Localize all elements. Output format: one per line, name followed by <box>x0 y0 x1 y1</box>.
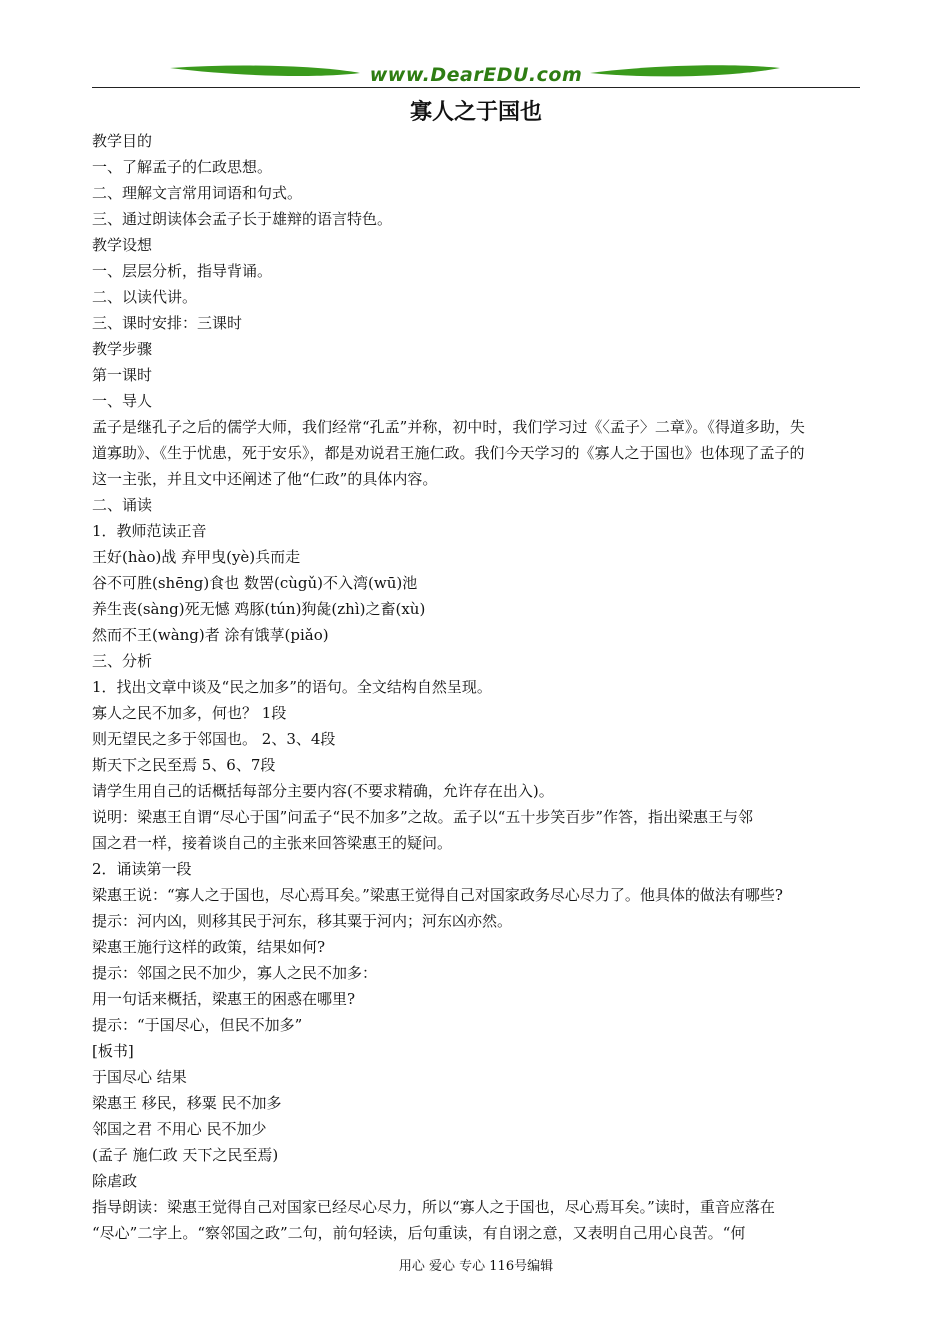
text-line: 寡人之民不加多，何也？ 1段 <box>92 704 287 722</box>
text-line: 二、以读代讲。 <box>92 288 198 306</box>
text-line: 1．找出文章中谈及“民之加多”的语句。全文结构自然呈现。 <box>92 678 492 696</box>
text-line: 三、课时安排：三课时 <box>92 314 243 332</box>
text-line: 梁惠王施行这样的政策，结果如何? <box>92 938 326 956</box>
text-line: 梁惠王 移民，移粟 民不加多 <box>92 1094 282 1112</box>
text-line: 请学生用自己的话概括每部分主要内容(不要求精确，允许存在出入)。 <box>92 782 554 800</box>
text-line: 养生丧(sàng)死无憾 鸡豚(tún)狗彘(zhì)之畜(xù) <box>92 600 426 618</box>
text-line: 一、了解孟子的仁政思想。 <box>92 158 273 176</box>
text-line: 二、理解文言常用词语和句式。 <box>92 184 303 202</box>
site-logo-text[interactable]: www.DearEDU.com <box>369 64 583 86</box>
text-line: 提示：河内凶，则移其民于河东，移其粟于河内；河东凶亦然。 <box>92 912 513 930</box>
document-title: 寡人之于国也 <box>409 99 542 125</box>
site-header <box>92 60 860 90</box>
text-line: 道寡助》、《生于忧患，死于安乐》，都是劝说君王施仁政。我们今天学习的《寡人之于国也》也体现了孟子的 <box>92 444 805 462</box>
text-line: 谷不可胜(shēng)食也 数罟(cùgǔ)不入湾(wū)池 <box>92 574 418 592</box>
text-line: 用一句话来概括，梁惠王的困惑在哪里? <box>92 990 356 1008</box>
text-line: 然而不王(wàng)者 涂有饿莩(piǎo) <box>92 626 329 644</box>
text-line: 2．诵读第一段 <box>92 860 192 878</box>
text-line: 除虐政 <box>92 1172 138 1190</box>
text-line: 一、层层分析，指导背诵。 <box>92 262 273 280</box>
text-line: 指导朗读：梁惠王觉得自己对国家已经尽心尽力，所以“寡人之于国也，尽心焉耳矣。”读时，重音应落在 <box>92 1198 775 1216</box>
document-body <box>92 128 860 1246</box>
text-line: [板书] <box>92 1042 134 1060</box>
text-line: 教学目的 <box>92 132 153 150</box>
text-line: 教学设想 <box>92 236 153 254</box>
text-line: 于国尽心 结果 <box>92 1068 187 1086</box>
text-line: 说明：梁惠王自谓“尽心于国”问孟子“民不加多”之故。孟子以“五十步笑百步”作答，指出梁惠王与邻 <box>92 808 754 826</box>
page-footer: 用心 爱心 专心 116号编辑 <box>398 1259 554 1274</box>
text-line: 王好(hào)战 弃甲曳(yè)兵而走 <box>92 548 301 566</box>
text-line: 三、通过朗读体会孟子长于雄辩的语言特色。 <box>92 210 393 228</box>
text-line: 孟子是继孔子之后的儒学大师，我们经常“孔孟”并称，初中时，我们学习过《〈孟子〉二章》。《得道多助，失 <box>92 418 805 436</box>
text-line: 三、分析 <box>92 652 153 670</box>
text-line: 1．教师范读正音 <box>92 522 207 540</box>
text-line: 二、诵读 <box>92 496 153 514</box>
text-line: 第一课时 <box>92 366 153 384</box>
text-line: 国之君一样，接着谈自己的主张来回答梁惠王的疑问。 <box>92 834 453 852</box>
text-line: 提示：“于国尽心，但民不加多” <box>92 1016 303 1034</box>
text-line: 梁惠王说：“寡人之于国也，尽心焉耳矣。”梁惠王觉得自己对国家政务尽心尽力了。他具体的做法有哪些? <box>92 886 783 904</box>
text-line: 则无望民之多于邻国也。 2、3、4段 <box>92 730 336 748</box>
text-line: 这一主张，并且文中还阐述了他“仁政”的具体内容。 <box>92 470 438 488</box>
header-divider <box>92 87 860 88</box>
text-line: 一、导人 <box>92 392 153 410</box>
text-line: “尽心”二字上。“察邻国之政”二句，前句轻读，后句重读，有自诩之意，又表明自己用心良苦。“何 <box>92 1224 746 1242</box>
text-line: 教学步骤 <box>92 340 153 358</box>
text-line: 邻国之君 不用心 民不加少 <box>92 1120 267 1138</box>
text-line: 提示：邻国之民不加少，寡人之民不加多： <box>92 964 378 982</box>
text-line: 斯天下之民至焉 5、6、7段 <box>92 756 276 774</box>
text-line: (孟子 施仁政 天下之民至焉) <box>92 1146 279 1164</box>
